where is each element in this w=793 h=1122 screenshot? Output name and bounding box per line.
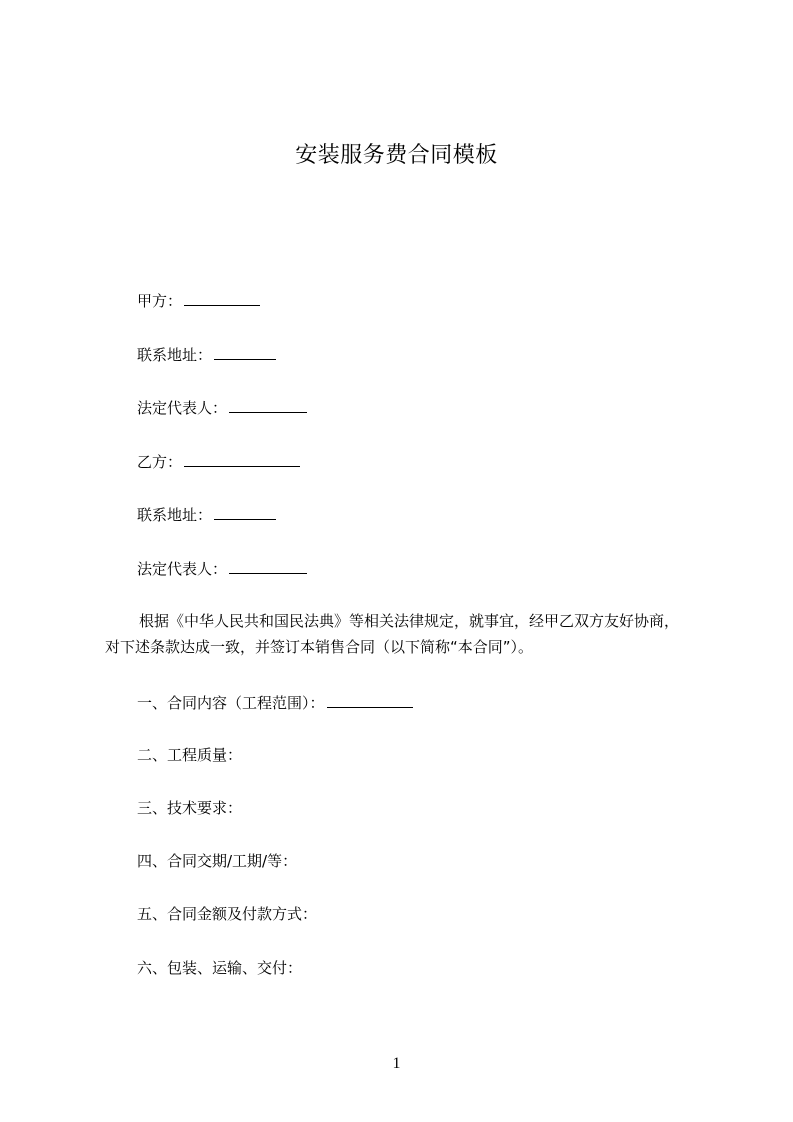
party-a-address-label: 联系地址： <box>137 346 213 364</box>
section-label: 二、工程质量： <box>137 746 243 764</box>
section-label: 六、包装、运输、交付： <box>137 959 303 977</box>
section-packaging-delivery <box>137 957 302 979</box>
party-b-representative-label: 法定代表人： <box>137 560 228 578</box>
party-a-label: 甲方： <box>137 292 183 310</box>
party-a-representative-label: 法定代表人： <box>137 399 228 417</box>
party-b-line <box>137 450 300 473</box>
section-label: 三、技术要求： <box>137 799 243 817</box>
party-a-address-blank <box>214 343 276 360</box>
section-label: 一、合同内容（工程范围）： <box>137 694 325 712</box>
party-b-blank <box>184 450 300 467</box>
section-technical-requirements <box>137 797 242 819</box>
party-a-address-line <box>137 343 276 366</box>
section-contract-content <box>137 691 413 714</box>
party-b-representative-line <box>137 557 307 580</box>
section-delivery-period <box>137 850 297 872</box>
section-quality <box>137 744 242 766</box>
party-a-representative-blank <box>229 396 307 413</box>
section-payment <box>137 903 317 925</box>
party-b-address-line <box>137 503 276 526</box>
party-b-address-blank <box>214 503 276 520</box>
party-a-representative-line <box>137 396 307 419</box>
party-a-blank <box>184 289 260 306</box>
page-number: 1 <box>392 1055 401 1072</box>
section-contract-content-blank <box>327 691 413 708</box>
preamble-line-2: 对下述条款达成一致，并签订本销售合同（以下简称“本合同”）。 <box>105 638 534 656</box>
party-b-representative-blank <box>229 557 307 574</box>
party-b-address-label: 联系地址： <box>137 506 213 524</box>
section-label: 五、合同金额及付款方式： <box>137 905 318 923</box>
preamble-paragraph <box>105 608 705 660</box>
document-title: 安装服务费合同模板 <box>295 143 498 168</box>
section-label: 四、合同交期/工期/等： <box>137 852 298 870</box>
preamble-line-1: 根据《中华人民共和国民法典》等相关法律规定，就事宜，经甲乙双方友好协商， <box>139 612 680 630</box>
party-b-label: 乙方： <box>137 453 183 471</box>
party-a-line <box>137 289 260 312</box>
